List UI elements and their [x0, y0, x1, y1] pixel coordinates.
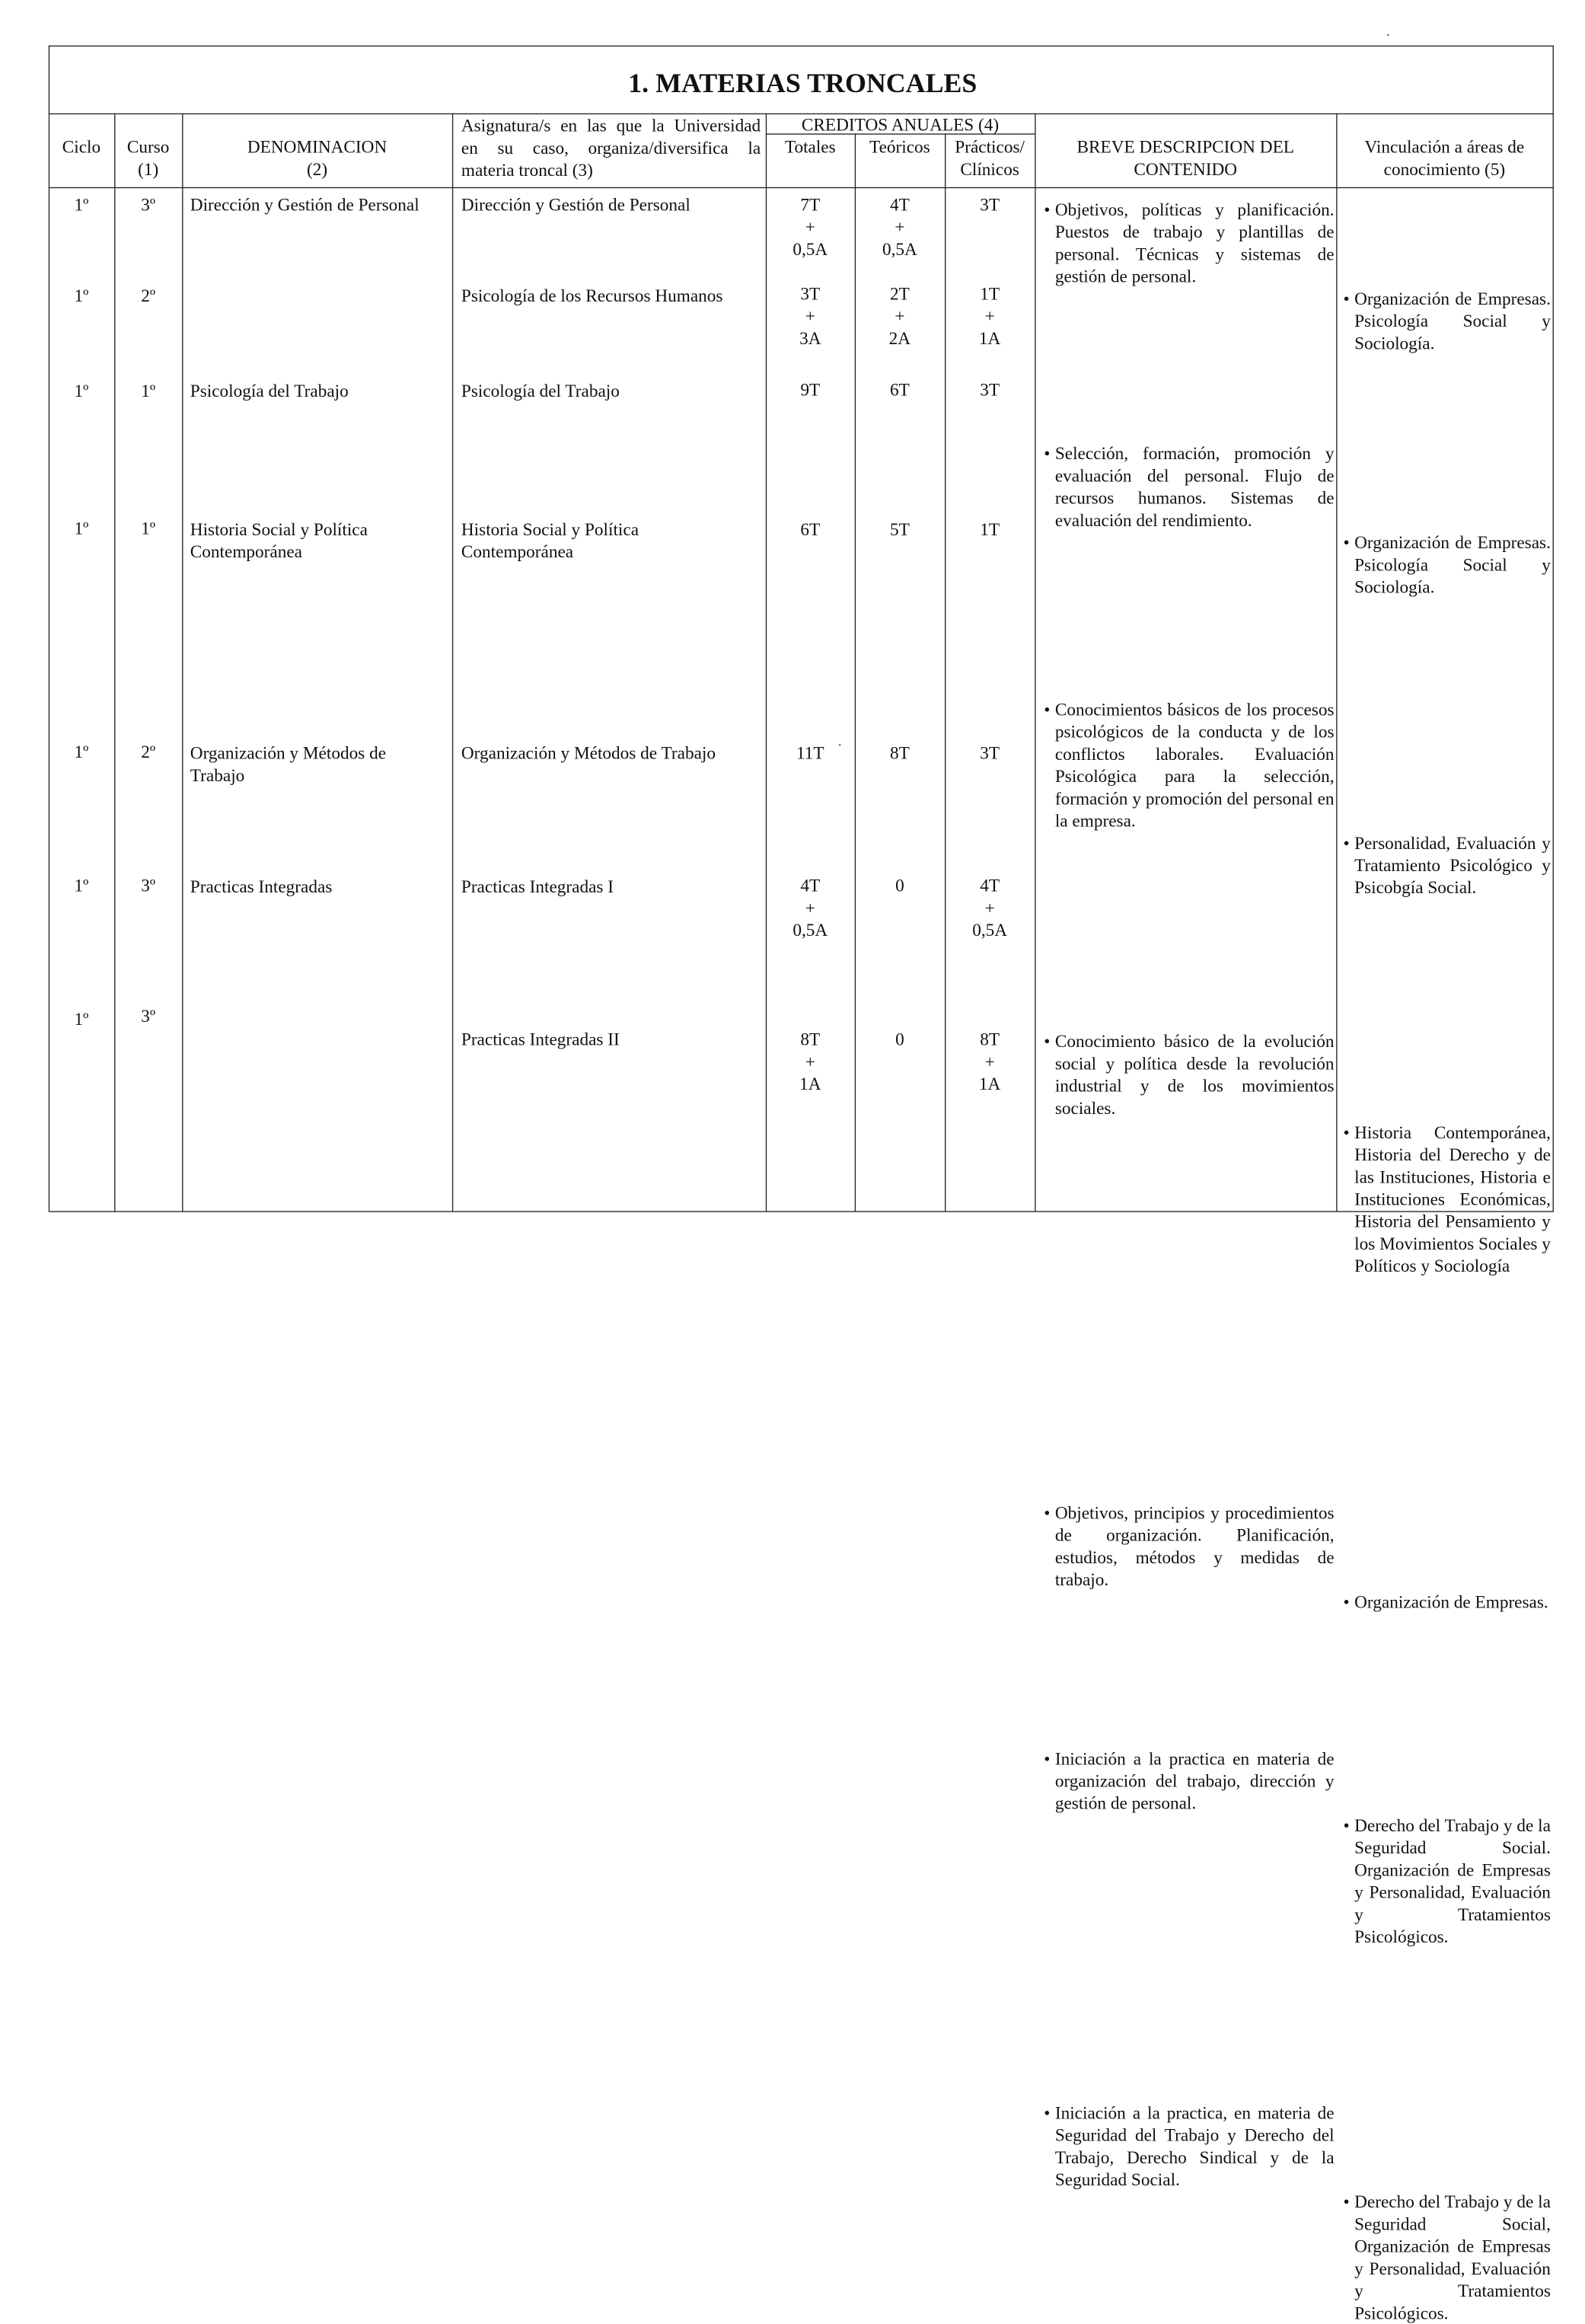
cell-curso: 2º — [141, 741, 156, 762]
cell-totales — [766, 378, 855, 401]
cell-ciclo: 1º — [74, 285, 89, 306]
cell-ciclo: 1º — [74, 1008, 89, 1030]
credit-line: + — [895, 216, 905, 237]
header-practicos — [945, 136, 1035, 180]
cell-teoricos — [855, 193, 945, 260]
cell-practicos — [945, 874, 1035, 941]
cell-curso: 2º — [141, 285, 156, 306]
header-asignatura-line: en su caso, organiza/diversifica la — [461, 137, 761, 158]
cell-vinculacion: • Organización de Empresas. Psicología Social y Sociología. — [1344, 287, 1551, 354]
header-denominacion — [182, 136, 452, 180]
cell-ciclo: 1º — [74, 194, 89, 215]
cell-vinculacion: • Historia Contemporánea, Historia del Derecho y de las Instituciones, Historia e Instituciones Económicas, Historia del Pensamiento y los Movimientos Sociales y Políticos y Sociología — [1344, 1121, 1551, 1277]
credit-line: 6T — [889, 379, 910, 400]
credit-line: 4T — [889, 194, 910, 215]
credit-line: + — [805, 216, 815, 237]
cell-asignatura: Practicas Integradas I — [461, 876, 614, 897]
header-curso-note: (1) — [138, 158, 159, 180]
credit-line: 8T — [889, 742, 910, 763]
cell-curso: 3º — [141, 875, 156, 895]
credit-line: + — [805, 1051, 815, 1072]
credit-line: 1T — [980, 283, 1000, 304]
cell-descripcion: • Iniciación a la practica, en materia de Seguridad del Trabajo y Derecho del Trabajo, Derecho Sindical y de la Seguridad Social. — [1044, 2102, 1334, 2191]
credit-line: 1T — [980, 519, 1000, 540]
credit-line: 2A — [888, 327, 911, 349]
cell-practicos — [945, 193, 1035, 215]
cell-vinculacion: • Personalidad, Evaluación y Tratamiento Psicológico y Psicobgía Social. — [1344, 832, 1551, 899]
cell-practicos — [945, 1028, 1035, 1095]
cell-ciclo: 1º — [74, 875, 89, 895]
cell-practicos — [945, 742, 1035, 764]
header-descripcion-line: CONTENIDO — [1134, 158, 1238, 180]
cell-descripcion: • Iniciación a la practica en materia de organización del trabajo, dirección y gestión de personal. — [1044, 1748, 1334, 1815]
credit-line: 0,5A — [792, 919, 828, 940]
header-teoricos: Teóricos — [869, 136, 930, 157]
cell-curso: 1º — [141, 518, 156, 538]
cell-asignatura: Dirección y Gestión de Personal — [461, 194, 690, 215]
credit-line: 3A — [799, 327, 821, 349]
cell-practicos — [945, 378, 1035, 401]
column-divider — [1336, 113, 1338, 1211]
cell-curso: 3º — [141, 194, 156, 215]
cell-curso: 3º — [141, 1005, 156, 1026]
cell-ciclo: 1º — [74, 518, 89, 538]
cell-asignatura: Practicas Integradas II — [461, 1029, 620, 1049]
credit-line: 3T — [980, 379, 1000, 400]
header-descripcion-line: BREVE DESCRIPCION DEL — [1076, 136, 1294, 157]
credit-line: 6T — [800, 519, 821, 540]
cell-teoricos — [855, 518, 945, 540]
credit-line: 4T — [980, 875, 1000, 895]
column-divider — [452, 113, 454, 1211]
header-curso-line: Curso — [126, 136, 170, 157]
header-practicos-line: Clínicos — [960, 158, 1019, 180]
cell-descripcion: • Selección, formación, promoción y evaluación del personal. Flujo de recursos humanos. Sistemas de evaluación del rendimiento. — [1044, 442, 1334, 532]
cell-teoricos — [855, 283, 945, 350]
cell-denominacion: Historia Social y Política Contemporánea — [190, 519, 368, 562]
header-creditos: CREDITOS ANUALES (4) — [801, 114, 1000, 135]
cell-vinculacion: • Derecho del Trabajo y de la Seguridad Social, Organización de Empresas y Personalidad, Evaluación y Tratamientos Psicológicos. — [1344, 2191, 1551, 2324]
credit-line: 0 — [895, 1029, 904, 1049]
credit-line: + — [984, 305, 995, 326]
cell-descripcion: • Conocimientos básicos de los procesos psicológicos de la conducta y de los conflictos laborales. Evaluación Psicológica para la selección, formación y promoción del personal en la empresa. — [1044, 698, 1334, 832]
header-asignatura-line: materia troncal (3) — [461, 159, 593, 180]
cell-totales — [766, 283, 855, 350]
credit-line: + — [984, 1051, 995, 1072]
cell-teoricos — [855, 742, 945, 764]
credit-line: 3T — [800, 283, 821, 304]
credit-line: 8T — [980, 1029, 1000, 1049]
credit-line: + — [895, 305, 905, 326]
credit-line: 11T — [796, 742, 824, 763]
cell-descripcion: • Objetivos, políticas y planificación. Puestos de trabajo y plantillas de personal. Técnicas y sistemas de gestión de personal. — [1044, 198, 1334, 287]
cell-denominacion: Psicología del Trabajo — [190, 380, 349, 401]
header-curso — [114, 136, 182, 180]
credit-line: 5T — [889, 519, 910, 540]
credit-line: 0 — [895, 875, 904, 895]
credit-line: 1A — [978, 1073, 1001, 1094]
table-right-border — [1553, 46, 1555, 1211]
cell-asignatura: Organización y Métodos de Trabajo — [461, 742, 716, 763]
cell-ciclo: 1º — [74, 741, 89, 762]
header-vinculacion — [1336, 136, 1552, 180]
cell-vinculacion: • Derecho del Trabajo y de la Seguridad Social. Organización de Empresas y Personalidad, Evaluación y Tratamientos Psicológicos. — [1344, 1814, 1551, 1947]
cell-asignatura: Psicología de los Recursos Humanos — [461, 285, 723, 306]
credit-line: 3T — [980, 194, 1000, 215]
column-divider — [182, 113, 183, 1211]
header-vinculacion-line: conocimiento (5) — [1383, 158, 1506, 180]
credit-line: 0,5A — [882, 238, 917, 260]
table-top-border — [49, 46, 1554, 47]
column-divider — [1035, 113, 1036, 1211]
cell-teoricos — [855, 378, 945, 401]
credit-line: 8T — [800, 1029, 821, 1049]
credit-line: 0,5A — [792, 238, 828, 260]
cell-vinculacion: • Organización de Empresas. — [1344, 1591, 1551, 1613]
credit-line: 1A — [978, 327, 1001, 349]
cell-totales — [766, 193, 855, 260]
cell-totales — [766, 518, 855, 540]
header-denominacion-note: (2) — [306, 158, 328, 180]
cell-totales — [766, 1028, 855, 1095]
header-practicos-line: Prácticos/ — [955, 136, 1025, 157]
credit-line: 2T — [889, 283, 910, 304]
credit-line: + — [805, 897, 815, 918]
cell-denominacion: Dirección y Gestión de Personal — [190, 194, 419, 215]
cell-vinculacion: • Organización de Empresas. Psicología Social y Sociología. — [1344, 532, 1551, 599]
cell-descripcion: • Conocimiento básico de la evolución social y política desde la revolución industrial y de los movimientos sociales. — [1044, 1030, 1334, 1119]
header-denominacion-line: DENOMINACION — [247, 136, 387, 157]
credit-line: 0,5A — [972, 919, 1008, 940]
header-descripcion — [1035, 136, 1336, 180]
credit-line: 3T — [980, 742, 1000, 763]
cell-denominacion: Organización y Métodos de Trabajo — [190, 742, 387, 786]
cell-practicos — [945, 518, 1035, 540]
cell-curso: 1º — [141, 380, 156, 401]
cell-asignatura: Historia Social y Política Contemporánea — [461, 519, 639, 562]
credit-line: 4T — [800, 875, 821, 895]
table-bottom-border — [49, 1211, 1554, 1212]
cell-practicos — [945, 283, 1035, 350]
header-asignatura — [461, 114, 761, 181]
credit-line: 1A — [799, 1073, 821, 1094]
header-ciclo: Ciclo — [62, 136, 101, 157]
credit-line: + — [984, 897, 995, 918]
cell-totales — [766, 874, 855, 941]
cell-descripcion: • Objetivos, principios y procedimientos de organización. Planificación, estudios, métodos y medidas de trabajo. — [1044, 1502, 1334, 1591]
cell-teoricos — [855, 1028, 945, 1050]
scan-speck: · — [1386, 28, 1391, 44]
credit-line: + — [805, 305, 815, 326]
cell-denominacion: Practicas Integradas — [190, 876, 333, 897]
cell-asignatura: Psicología del Trabajo — [461, 380, 620, 401]
cell-teoricos — [855, 874, 945, 896]
header-vinculacion-line: Vinculación a áreas de — [1364, 136, 1525, 157]
credit-line: 7T — [800, 194, 821, 215]
table-left-border — [49, 46, 50, 1211]
page-title: 1. MATERIAS TRONCALES — [628, 68, 977, 98]
cell-ciclo: 1º — [74, 380, 89, 401]
column-divider — [114, 113, 116, 1211]
header-totales: Totales — [784, 136, 836, 157]
header-divider — [49, 187, 1554, 189]
scan-speck: · — [837, 738, 843, 754]
header-asignatura-line: Asignatura/s en las que la Universidad — [461, 115, 761, 136]
credit-line: 9T — [800, 379, 821, 400]
